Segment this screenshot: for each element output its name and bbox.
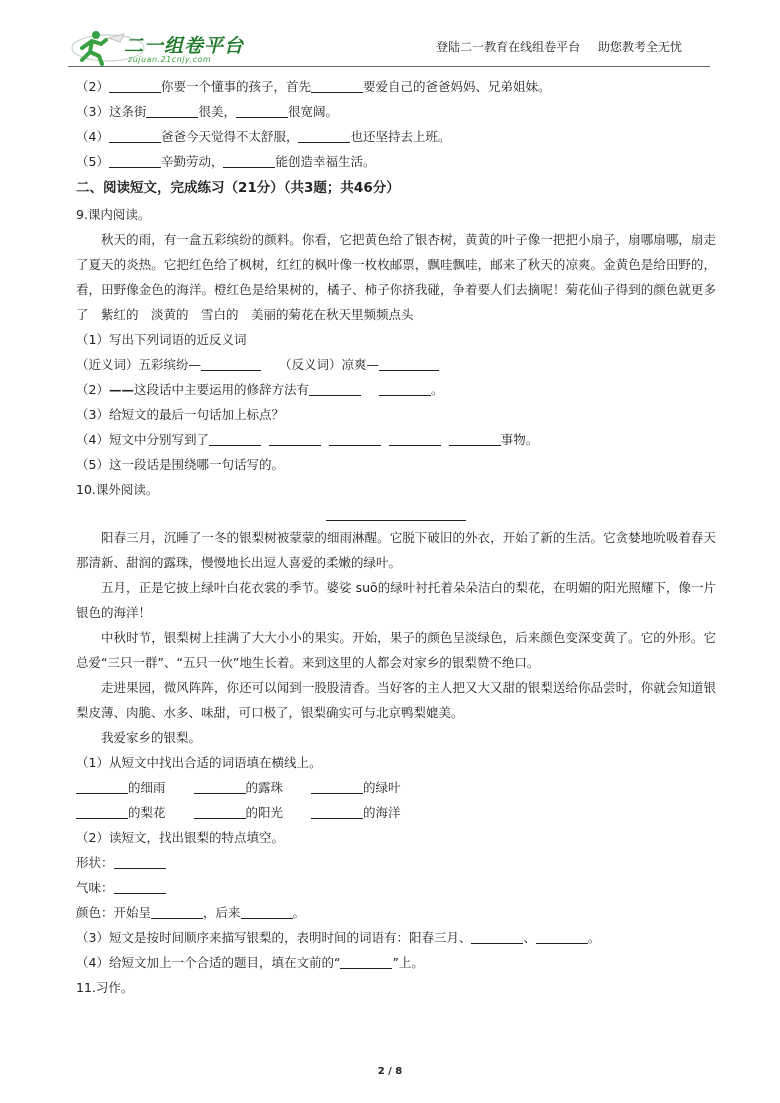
answer-blank[interactable]: [389, 431, 441, 446]
section-2-title: 二、阅读短文，完成练习（21分）（共3题；共46分）: [76, 180, 400, 196]
answer-blank[interactable]: [298, 128, 350, 143]
q9-passage: 秋天的雨，有一盒五彩缤纷的颜料。你看，它把黄色给了银杏树，黄黄的叶子像一把把小扇子，扇哪扇哪，扇走了夏天的炎热。它把红色给了枫树，红红的枫叶像一枚枚邮票，飘哇飘哇，邮来了秋天的凉爽。金黄色是给田野的，看，田野像金色的海洋。橙红色是给果树的，橘子、柿子你挤我碰，争着要人们去摘呢！菊花仙子得到的颜色就更多了 紫红的 淡黄的 雪白的 美丽的菊花在秋天里频频点头: [76, 232, 716, 322]
period: 。: [430, 382, 444, 397]
q10-sub1: （1）从短文中找出合适的词语填在横线上。: [76, 755, 322, 770]
q9-sub1: （1）写出下列词语的近反义词: [76, 332, 247, 347]
smell-blank[interactable]: [114, 879, 166, 894]
shape-blank[interactable]: [114, 854, 166, 869]
antonym-prompt: （反义词）凉爽—: [279, 357, 380, 372]
answer-blank[interactable]: [76, 779, 128, 794]
q10-paragraph-1: 阳春三月，沉睡了一冬的银梨树被蒙蒙的细雨淋醒。它脱下破旧的外衣，开始了新的生活。它贪婪地吮吸着春天那清新、甜润的露珠，慢慢地长出逗人喜爱的柔嫩的绿叶。: [76, 530, 716, 570]
title-answer-blank[interactable]: [340, 954, 392, 969]
q9-label: 9.课内阅读。: [76, 207, 151, 222]
item-number: （5）: [76, 154, 109, 169]
q10-sub1-row1: [76, 775, 716, 800]
period: 。: [587, 930, 601, 945]
q9-sub1-answers: [76, 352, 716, 377]
answer-blank[interactable]: [311, 779, 363, 794]
item-text: 的细雨: [128, 780, 166, 795]
item-text: 很美，: [198, 104, 236, 119]
answer-blank[interactable]: [309, 381, 361, 396]
q11-label: 11.习作。: [76, 980, 134, 995]
header-tagline: 助您教考全无忧: [597, 40, 682, 54]
answer-blank[interactable]: [311, 78, 363, 93]
item-text: （3）这条街: [76, 104, 147, 119]
item-text: 爸爸今天觉得不太舒服，: [160, 129, 299, 144]
answer-blank[interactable]: [109, 153, 161, 168]
dash: ——: [108, 382, 134, 397]
page-number: 2 / 8: [377, 1066, 403, 1077]
header-slogan: [430, 38, 682, 55]
q10-shape: [76, 850, 716, 875]
answer-blank[interactable]: [223, 153, 275, 168]
document-body: [76, 74, 716, 1000]
item-text: ”上。: [392, 955, 424, 970]
separator: 、: [523, 930, 536, 945]
item-text: 气味：: [76, 880, 114, 895]
q10-color: [76, 900, 716, 925]
item-text: 辛勤劳动，: [160, 154, 224, 169]
answer-blank[interactable]: [194, 779, 246, 794]
q9-sub4: [76, 427, 716, 452]
item-text: 的海洋: [363, 805, 401, 820]
answer-blank[interactable]: [109, 128, 161, 143]
q10-sub3: [76, 925, 716, 950]
period: 。: [292, 905, 306, 920]
q10-label: 10.课外阅读。: [76, 482, 159, 497]
item-text: （4）短文中分别写到了: [76, 432, 209, 447]
item-text: 事物。: [500, 432, 539, 447]
item-text: 形状：: [76, 855, 114, 870]
item-text: （4）给短文加上一个合适的题目，填在文前的“: [76, 955, 341, 970]
answer-blank[interactable]: [194, 804, 246, 819]
item-text: （3）短文是按时间顺序来描写银梨的，表明时间的词语有：阳春三月、: [76, 930, 472, 945]
q10-paragraph-4: 走进果园，微风阵阵，你还可以闻到一股股清香。当好客的主人把又大又甜的银梨送给你品尝时，你就会知道银梨皮薄、肉脆、水多、味甜，可口极了，银梨确实可与北京鸭梨媲美。: [76, 680, 716, 720]
item-text: 的绿叶: [363, 780, 401, 795]
synonym-blank[interactable]: [201, 356, 261, 371]
answer-blank[interactable]: [76, 804, 128, 819]
item-text: 能创造幸福生活。: [275, 154, 376, 169]
item-text: 你要一个懂事的孩子，首先: [160, 79, 311, 94]
site-logo[interactable]: [68, 28, 253, 66]
q10-sub4: [76, 950, 716, 975]
q10-sub2: （2）读短文，找出银梨的特点填空。: [76, 830, 284, 845]
answer-blank[interactable]: [236, 103, 288, 118]
answer-blank[interactable]: [269, 431, 321, 446]
header-divider: [68, 66, 710, 67]
answer-blank[interactable]: [209, 431, 261, 446]
logo-text: 二一组卷平台: [124, 35, 245, 57]
header-link-platform[interactable]: 登陆二一教育在线组卷平台: [436, 40, 581, 54]
item-text: 这段话中主要运用的修辞方法有: [133, 382, 309, 397]
q9-sub3: （3）给短文的最后一句话加上标点？: [76, 407, 284, 422]
answer-blank[interactable]: [146, 103, 198, 118]
q10-smell: [76, 875, 716, 900]
answer-blank[interactable]: [109, 78, 161, 93]
q10-paragraph-5: 我爱家乡的银梨。: [101, 730, 202, 745]
item-text: 也还坚持去上班。: [350, 129, 451, 144]
answer-blank[interactable]: [379, 381, 431, 396]
q8-item-2: [76, 74, 716, 99]
q9-sub5: （5）这一段话是围绕哪一句话写的。: [76, 457, 284, 472]
item-text: 的露珠: [245, 780, 284, 795]
item-text: 颜色：开始呈: [76, 905, 152, 920]
item-text: 的阳光: [245, 805, 284, 820]
answer-blank[interactable]: [471, 929, 523, 944]
item-text: ，后来: [203, 905, 241, 920]
q10-sub1-row2: [76, 800, 716, 825]
item-text: 很宽阔。: [287, 104, 338, 119]
item-number: （2）: [76, 382, 109, 397]
answer-blank[interactable]: [449, 431, 501, 446]
item-text: 要爱自己的爸爸妈妈、兄弟姐妹。: [362, 79, 551, 94]
item-number: （2）: [76, 79, 109, 94]
answer-blank[interactable]: [311, 804, 363, 819]
logo-url: zujuan.21cnjy.com: [128, 55, 212, 64]
answer-blank[interactable]: [151, 904, 203, 919]
synonym-prompt: （近义词）五彩缤纷—: [76, 357, 202, 372]
answer-blank[interactable]: [329, 431, 381, 446]
q10-paragraph-2: 五月，正是它披上绿叶白花衣裳的季节。婆娑 suō的绿叶衬托着朵朵洁白的梨花，在明媚的阳光照耀下，像一片银色的海洋！: [76, 580, 716, 620]
q10-title-blank[interactable]: [326, 506, 466, 521]
answer-blank[interactable]: [536, 929, 588, 944]
q9-sub2: [76, 377, 716, 402]
answer-blank[interactable]: [241, 904, 293, 919]
page-header: [68, 28, 710, 66]
antonym-blank[interactable]: [379, 356, 439, 371]
item-number: （4）: [76, 129, 109, 144]
q8-item-4: [76, 124, 716, 149]
q10-paragraph-3: 中秋时节，银梨树上挂满了大大小小的果实。开始，果子的颜色呈淡绿色，后来颜色变深变黄了。它的外形。它总爱“三只一群”、“五只一伙”地生长着。来到这里的人都会对家乡的银梨赞不绝口。: [76, 630, 716, 670]
item-text: 的梨花: [128, 805, 166, 820]
q8-item-5: [76, 149, 716, 174]
q8-item-3: [76, 99, 716, 124]
